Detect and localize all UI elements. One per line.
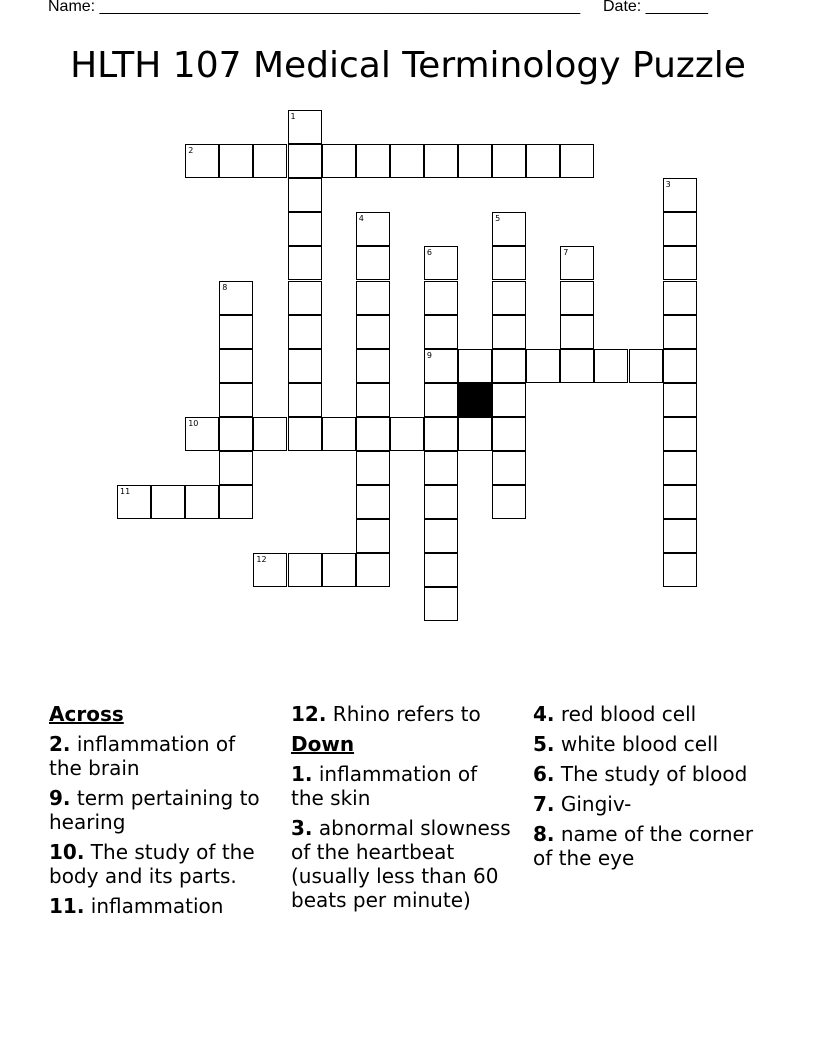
grid-cell[interactable] — [663, 519, 697, 553]
grid-cell[interactable] — [424, 519, 458, 553]
clue-number: 5. — [533, 732, 555, 756]
clue-across-2 — [49, 732, 274, 780]
grid-cell[interactable] — [424, 485, 458, 519]
grid-cell[interactable] — [458, 349, 492, 383]
grid-cell[interactable] — [492, 315, 526, 349]
grid-cell[interactable] — [219, 281, 253, 315]
grid-cell[interactable] — [288, 178, 322, 212]
black-cell — [458, 383, 492, 417]
clue-number-label: 1 — [290, 112, 296, 121]
grid-cell[interactable] — [219, 349, 253, 383]
grid-cell[interactable] — [663, 485, 697, 519]
clue-across-10 — [49, 840, 274, 888]
clue-down-6 — [533, 762, 758, 786]
down-heading: Down — [291, 732, 355, 756]
grid-cell[interactable] — [219, 144, 253, 178]
clue-number: 6. — [533, 762, 555, 786]
clue-number: 12. — [291, 702, 327, 726]
clue-number-label: 4 — [358, 214, 364, 224]
grid-cell[interactable] — [424, 349, 458, 383]
date-label: Date: — [603, 0, 642, 15]
clue-number-label: 5 — [495, 214, 501, 224]
grid-cell[interactable] — [560, 315, 594, 349]
grid-cell[interactable] — [492, 281, 526, 315]
grid-cell[interactable] — [219, 383, 253, 417]
grid-cell[interactable] — [390, 417, 424, 451]
grid-cell[interactable] — [663, 417, 697, 451]
clue-number: 8. — [533, 822, 555, 846]
grid-cell[interactable] — [356, 417, 390, 451]
clue-number: 2. — [49, 732, 71, 756]
grid-cell[interactable] — [526, 144, 560, 178]
clue-number-label: 7 — [563, 248, 569, 258]
grid-cell[interactable] — [322, 417, 356, 451]
grid-cell[interactable] — [356, 553, 390, 587]
clue-text: abnormal slowness of the heartbeat (usually less than 60 beats per minute) — [291, 816, 511, 912]
grid-cell[interactable] — [288, 110, 322, 144]
grid-cell[interactable] — [424, 144, 458, 178]
grid-cell[interactable] — [492, 349, 526, 383]
grid-cell[interactable] — [151, 485, 185, 519]
clue-text: The study of the body and its parts. — [49, 840, 255, 888]
name-field[interactable]: ______________________________________________________ — [99, 0, 581, 15]
clue-number-label: 6 — [426, 248, 432, 258]
clue-number-label: 2 — [188, 146, 194, 156]
grid-cell[interactable] — [288, 349, 322, 383]
grid-cell[interactable] — [424, 383, 458, 417]
grid-cell[interactable] — [492, 144, 526, 178]
grid-cell[interactable] — [663, 451, 697, 485]
grid-cell[interactable] — [253, 553, 287, 587]
clue-number-label: 3 — [665, 180, 671, 190]
grid-cell[interactable] — [663, 212, 697, 246]
clues-column-3 — [533, 702, 758, 876]
grid-cell[interactable] — [560, 246, 594, 280]
grid-cell[interactable] — [560, 281, 594, 315]
grid-cell[interactable] — [185, 417, 219, 451]
grid-cell[interactable] — [322, 144, 356, 178]
date-field[interactable]: _______ — [645, 0, 708, 15]
grid-cell[interactable] — [663, 246, 697, 280]
grid-cell[interactable] — [356, 246, 390, 280]
grid-cell[interactable] — [253, 144, 287, 178]
clue-number: 4. — [533, 702, 555, 726]
clue-number: 11. — [49, 894, 85, 918]
clue-text: term pertaining to hearing — [49, 786, 260, 834]
clue-number-label: 12 — [256, 555, 267, 565]
grid-cell[interactable] — [288, 144, 322, 178]
clue-number: 3. — [291, 816, 313, 840]
clue-text: The study of blood — [560, 762, 748, 786]
grid-cell[interactable] — [356, 349, 390, 383]
clue-text: white blood cell — [560, 732, 719, 756]
grid-cell[interactable] — [492, 246, 526, 280]
grid-cell[interactable] — [424, 587, 458, 621]
clue-down-4 — [533, 702, 758, 726]
grid-cell[interactable] — [356, 383, 390, 417]
name-label: Name: — [48, 0, 96, 15]
grid-cell[interactable] — [594, 349, 628, 383]
grid-cell[interactable] — [663, 383, 697, 417]
grid-cell[interactable] — [526, 349, 560, 383]
grid-cell[interactable] — [492, 485, 526, 519]
clue-number-label: 8 — [222, 282, 228, 292]
clue-down-7 — [533, 792, 758, 816]
clue-number: 9. — [49, 786, 71, 810]
grid-cell[interactable] — [288, 212, 322, 246]
grid-cell[interactable] — [185, 144, 219, 178]
grid-cell[interactable] — [356, 519, 390, 553]
clue-number-label: 9 — [426, 350, 432, 360]
grid-cell[interactable] — [219, 315, 253, 349]
clue-number-label: 10 — [188, 418, 199, 428]
grid-cell[interactable] — [663, 553, 697, 587]
grid-cell[interactable] — [253, 417, 287, 451]
clue-text: inflammation — [90, 894, 224, 918]
grid-cell[interactable] — [356, 485, 390, 519]
grid-cell[interactable] — [424, 553, 458, 587]
clue-down-5 — [533, 732, 758, 756]
clue-number-label: 11 — [120, 487, 131, 497]
grid-cell[interactable] — [424, 315, 458, 349]
grid-cell[interactable] — [219, 451, 253, 485]
grid-cell[interactable] — [390, 144, 424, 178]
grid-cell[interactable] — [629, 349, 663, 383]
grid-cell[interactable] — [458, 144, 492, 178]
grid-cell[interactable] — [356, 144, 390, 178]
grid-cell[interactable] — [560, 349, 594, 383]
grid-cell[interactable] — [492, 212, 526, 246]
clue-text: Rhino refers to — [332, 702, 481, 726]
grid-cell[interactable] — [424, 417, 458, 451]
grid-cell[interactable] — [288, 417, 322, 451]
clue-text: Gingiv- — [560, 792, 632, 816]
grid-cell[interactable] — [492, 383, 526, 417]
clue-across-11 — [49, 894, 274, 918]
clue-down-1 — [291, 762, 516, 810]
clue-number: 1. — [291, 762, 313, 786]
clue-text: inflammation of the skin — [291, 762, 478, 810]
puzzle-title: HLTH 107 Medical Terminology Puzzle — [70, 45, 746, 86]
grid-cell[interactable] — [356, 281, 390, 315]
clue-number: 10. — [49, 840, 85, 864]
clue-text: inflammation of the brain — [49, 732, 236, 780]
clue-across-9 — [49, 786, 274, 834]
grid-cell[interactable] — [663, 178, 697, 212]
grid-cell[interactable] — [663, 315, 697, 349]
grid-cell[interactable] — [663, 281, 697, 315]
grid-cell[interactable] — [492, 417, 526, 451]
clue-text: red blood cell — [560, 702, 697, 726]
grid-cell[interactable] — [424, 451, 458, 485]
grid-cell[interactable] — [288, 246, 322, 280]
grid-cell[interactable] — [424, 281, 458, 315]
clue-text: name of the corner of the eye — [533, 822, 754, 870]
grid-cell[interactable] — [356, 451, 390, 485]
grid-cell[interactable] — [219, 485, 253, 519]
grid-cell[interactable] — [663, 349, 697, 383]
clue-number: 7. — [533, 792, 555, 816]
grid-cell[interactable] — [458, 417, 492, 451]
grid-cell[interactable] — [356, 315, 390, 349]
across-heading: Across — [49, 702, 124, 726]
grid-cell[interactable] — [560, 144, 594, 178]
grid-cell[interactable] — [288, 383, 322, 417]
clues-column-2 — [291, 702, 516, 918]
grid-cell[interactable] — [492, 451, 526, 485]
grid-cell[interactable] — [185, 485, 219, 519]
grid-cell[interactable] — [288, 315, 322, 349]
grid-cell[interactable] — [288, 281, 322, 315]
grid-cell[interactable] — [117, 485, 151, 519]
clues-column-1 — [49, 702, 274, 924]
grid-cell[interactable] — [356, 212, 390, 246]
clue-down-3 — [291, 816, 516, 912]
grid-cell[interactable] — [424, 246, 458, 280]
grid-cell[interactable] — [322, 553, 356, 587]
clue-across-12 — [291, 702, 516, 726]
grid-cell[interactable] — [219, 417, 253, 451]
clue-down-8 — [533, 822, 758, 870]
grid-cell[interactable] — [288, 553, 322, 587]
